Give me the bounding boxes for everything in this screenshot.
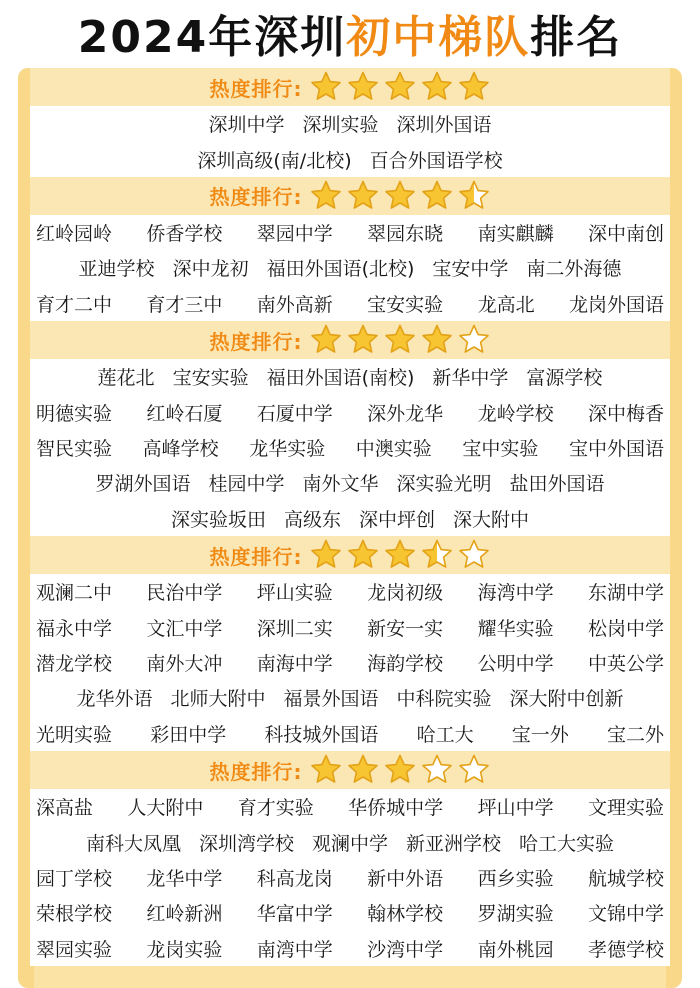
school-row	[30, 609, 670, 644]
school-name: 西乡实验	[477, 867, 554, 890]
school-name: 耀华实验	[477, 617, 554, 640]
star-filled-icon	[383, 70, 417, 104]
school-name: 新安一实	[367, 617, 444, 640]
school-name: 深圳实验	[302, 114, 379, 137]
school-name: 深圳外国语	[396, 114, 492, 137]
school-name: 翠园东晓	[367, 222, 444, 245]
school-row	[30, 574, 670, 609]
school-name: 深中南创	[587, 222, 664, 245]
school-name: 深圳中学	[208, 114, 285, 137]
school-name: 深中龙初	[172, 258, 249, 281]
tier-label: 热度排行:	[209, 76, 303, 101]
star-filled-icon	[346, 753, 380, 787]
tier-school-list	[30, 106, 670, 177]
school-name: 深圳湾学校	[198, 832, 294, 855]
star-filled-icon	[383, 179, 417, 213]
tier-school-list	[30, 789, 670, 966]
school-name: 南外大冲	[146, 652, 223, 675]
school-name: 南海中学	[256, 652, 333, 675]
star-filled-icon	[383, 538, 417, 572]
school-name: 潜龙学校	[36, 652, 113, 675]
tier-school-list	[30, 574, 670, 751]
tier-label: 热度排行:	[209, 329, 303, 354]
school-name: 华侨城中学	[348, 797, 444, 820]
school-name: 罗湖实验	[477, 903, 554, 926]
school-name: 龙华实验	[249, 437, 326, 460]
school-name: 宝中实验	[462, 437, 539, 460]
school-name: 科技城外国语	[264, 723, 379, 746]
school-row	[30, 215, 670, 250]
school-name: 福田外国语(北校)	[266, 258, 415, 281]
star-half-icon	[420, 538, 454, 572]
school-name: 福景外国语	[283, 688, 379, 711]
school-name: 深实验光明	[396, 473, 492, 496]
school-name: 南科大凤凰	[85, 832, 181, 855]
school-name: 海韵学校	[367, 652, 444, 675]
school-name: 龙高北	[477, 293, 535, 316]
school-name: 沙湾中学	[367, 938, 444, 961]
star-filled-icon	[346, 538, 380, 572]
school-row	[30, 789, 670, 824]
school-name: 福田外国语(南校)	[266, 367, 415, 390]
school-name: 南外桃园	[477, 938, 554, 961]
star-empty-icon	[457, 323, 491, 357]
star-half-icon	[457, 179, 491, 213]
star-empty-icon	[420, 753, 454, 787]
school-name: 高峰学校	[142, 437, 219, 460]
school-name: 南湾中学	[256, 938, 333, 961]
school-name: 荣根学校	[36, 903, 113, 926]
school-name: 石厦中学	[256, 402, 333, 425]
school-row	[30, 824, 670, 859]
school-row	[30, 465, 670, 500]
star-filled-icon	[346, 179, 380, 213]
school-name: 深外龙华	[367, 402, 444, 425]
school-name: 红岭园岭	[36, 222, 113, 245]
school-name: 南实麒麟	[477, 222, 554, 245]
school-name: 中英公学	[587, 652, 664, 675]
school-name: 坪山中学	[477, 797, 554, 820]
school-name: 福永中学	[36, 617, 113, 640]
school-name: 翰林学校	[367, 903, 444, 926]
school-name: 宝中外国语	[568, 437, 664, 460]
star-empty-icon	[457, 538, 491, 572]
school-name: 松岗中学	[587, 617, 664, 640]
school-name: 龙岭学校	[477, 402, 554, 425]
school-name: 宝二外	[606, 723, 664, 746]
school-name: 红岭石厦	[146, 402, 223, 425]
star-filled-icon	[309, 179, 343, 213]
star-filled-icon	[346, 323, 380, 357]
star-filled-icon	[309, 70, 343, 104]
school-name: 坪山实验	[256, 582, 333, 605]
school-name: 哈工大实验	[519, 832, 615, 855]
school-name: 育才三中	[146, 293, 223, 316]
school-name: 罗湖外国语	[95, 473, 191, 496]
school-name: 东湖中学	[587, 582, 664, 605]
school-name: 龙岗外国语	[568, 293, 664, 316]
school-name: 深中梅香	[587, 402, 664, 425]
ranking-board	[18, 68, 682, 988]
star-filled-icon	[457, 70, 491, 104]
tier-header	[30, 321, 670, 359]
school-name: 中澳实验	[355, 437, 432, 460]
school-name: 宝安实验	[172, 367, 249, 390]
tier-header	[30, 536, 670, 574]
school-name: 龙华外语	[76, 688, 153, 711]
school-name: 南外文华	[302, 473, 379, 496]
school-name: 深中坪创	[359, 508, 436, 531]
title-year-city: 2024年深圳	[77, 12, 347, 63]
school-row	[30, 250, 670, 285]
school-name: 莲花北	[97, 367, 155, 390]
tier-header	[30, 68, 670, 106]
school-name: 育才二中	[36, 293, 113, 316]
school-name: 人大附中	[127, 797, 204, 820]
school-name: 哈工大	[416, 723, 474, 746]
school-row	[30, 895, 670, 930]
star-rating	[309, 70, 491, 104]
school-name: 观澜二中	[36, 582, 113, 605]
school-name: 高级东	[283, 508, 341, 531]
star-filled-icon	[383, 753, 417, 787]
school-row	[30, 931, 670, 966]
school-name: 翠园实验	[36, 938, 113, 961]
star-filled-icon	[346, 70, 380, 104]
school-name: 翠园中学	[256, 222, 333, 245]
school-name: 孝德学校	[587, 938, 664, 961]
star-filled-icon	[309, 323, 343, 357]
tier-label: 热度排行:	[209, 185, 303, 210]
star-rating	[309, 179, 491, 213]
school-name: 盐田外国语	[509, 473, 605, 496]
school-name: 宝安实验	[367, 293, 444, 316]
school-name: 文理实验	[587, 797, 664, 820]
school-name: 新亚洲学校	[406, 832, 502, 855]
school-name: 深实验坂田	[170, 508, 266, 531]
star-filled-icon	[309, 538, 343, 572]
school-name: 深大附中	[453, 508, 530, 531]
star-rating	[309, 323, 491, 357]
school-name: 观澜中学	[311, 832, 388, 855]
school-name: 明德实验	[36, 402, 113, 425]
school-row	[30, 359, 670, 394]
school-name: 光明实验	[36, 723, 113, 746]
school-name: 深圳高级(南/北校)	[197, 149, 352, 172]
school-name: 彩田中学	[150, 723, 227, 746]
school-name: 亚迪学校	[78, 258, 155, 281]
school-row	[30, 394, 670, 429]
school-name: 深高盐	[36, 797, 94, 820]
school-row	[30, 141, 670, 176]
tier-school-list	[30, 359, 670, 536]
school-name: 龙岗实验	[146, 938, 223, 961]
school-name: 红岭新洲	[146, 903, 223, 926]
school-name: 北师大附中	[170, 688, 266, 711]
school-name: 龙华中学	[146, 867, 223, 890]
school-name: 龙岗初级	[367, 582, 444, 605]
school-row	[30, 106, 670, 141]
school-name: 智民实验	[36, 437, 113, 460]
school-name: 宝安中学	[432, 258, 509, 281]
school-name: 文锦中学	[587, 903, 664, 926]
star-filled-icon	[420, 179, 454, 213]
school-row	[30, 430, 670, 465]
school-name: 海湾中学	[477, 582, 554, 605]
school-name: 园丁学校	[36, 867, 113, 890]
school-name: 桂园中学	[208, 473, 285, 496]
tier-label: 热度排行:	[209, 544, 303, 569]
star-filled-icon	[309, 753, 343, 787]
page-title	[0, 0, 700, 66]
star-rating	[309, 753, 491, 787]
school-name: 华富中学	[256, 903, 333, 926]
star-empty-icon	[457, 753, 491, 787]
tier-label: 热度排行:	[209, 759, 303, 784]
title-ranking: 排名	[530, 12, 623, 63]
school-name: 宝一外	[511, 723, 569, 746]
star-rating	[309, 538, 491, 572]
school-row	[30, 501, 670, 536]
school-name: 民治中学	[146, 582, 223, 605]
school-name: 南外高新	[256, 293, 333, 316]
school-row	[30, 286, 670, 321]
school-name: 新华中学	[432, 367, 509, 390]
tier-header	[30, 751, 670, 789]
school-name: 南二外海德	[526, 258, 622, 281]
tier-header	[30, 177, 670, 215]
tier-school-list	[30, 215, 670, 321]
school-name: 科高龙岗	[256, 867, 333, 890]
school-name: 富源学校	[526, 367, 603, 390]
school-name: 侨香学校	[146, 222, 223, 245]
title-highlight: 初中梯队	[346, 12, 531, 63]
school-name: 文汇中学	[146, 617, 223, 640]
school-row	[30, 680, 670, 715]
school-name: 航城学校	[587, 867, 664, 890]
star-filled-icon	[383, 323, 417, 357]
school-name: 深大附中创新	[509, 688, 624, 711]
school-name: 百合外国语学校	[369, 149, 503, 172]
star-filled-icon	[420, 323, 454, 357]
school-name: 深圳二实	[256, 617, 333, 640]
school-row	[30, 860, 670, 895]
school-name: 公明中学	[477, 652, 554, 675]
school-name: 中科院实验	[396, 688, 492, 711]
school-row	[30, 645, 670, 680]
school-name: 新中外语	[367, 867, 444, 890]
school-name: 育才实验	[237, 797, 314, 820]
star-filled-icon	[420, 70, 454, 104]
school-row	[30, 716, 670, 751]
